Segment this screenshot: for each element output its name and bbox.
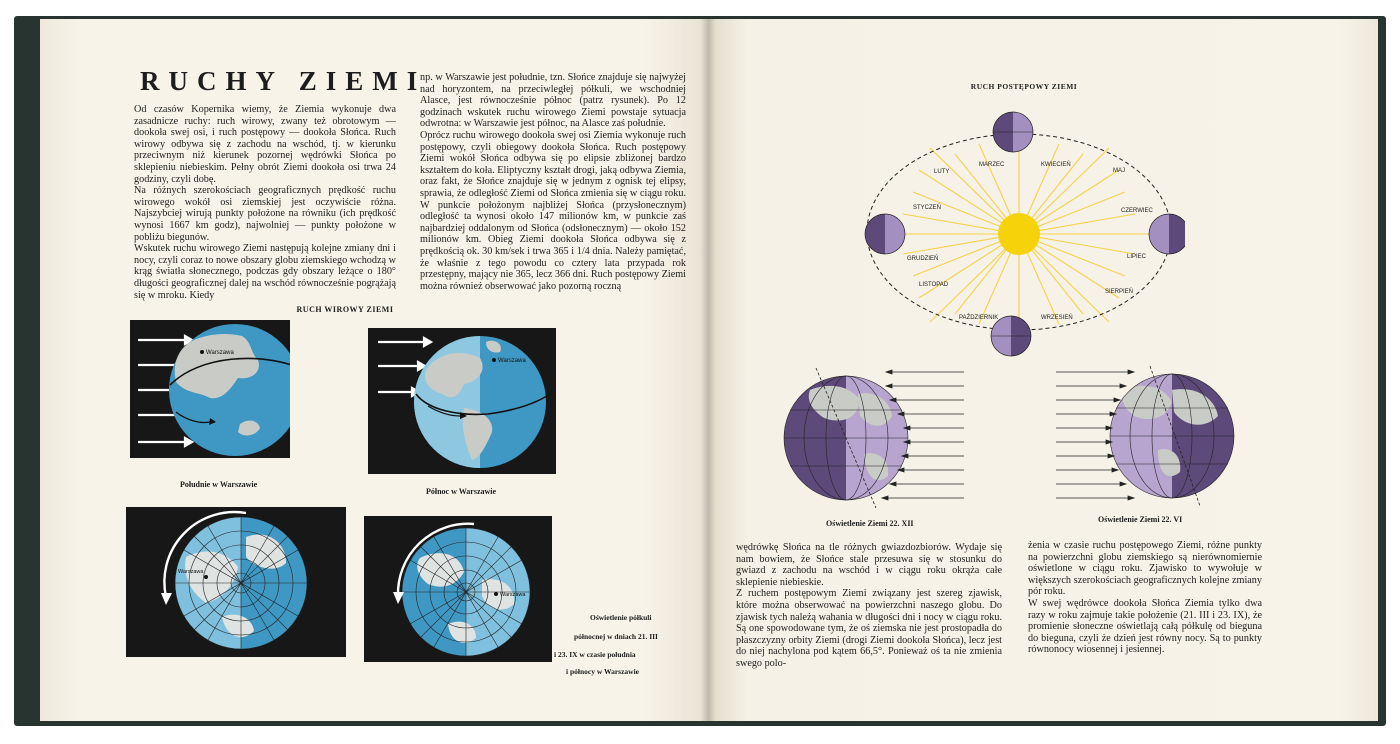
earth-position-left (865, 214, 905, 254)
illumination-caption-3: i 23. IX w czasie południa (554, 650, 636, 659)
midnight-globe-panel (368, 328, 556, 474)
month-wrzesien: WRZESIEŃ (1041, 315, 1073, 321)
left-text-column-1: Od czasów Kopernika wiemy, że Ziemia wykonuje dwa zasadnicze ruchy: ruch wirowy, zwany też obrotowym — dookoła swej osi, i ruch postępowy — dookoła Słońca. Ruch wirowy odbywa się z zachodu na wschód, tj. w kierunku przeciwnym niż kierunek pozornej wędrówki Słońca po sklepieniu niebieskim. Pełny obrót Ziemi dookoła osi trwa 24 godziny, czyli dobę. Na różnych szerokościach geograficznych prędkość ruchu wirowego wokół osi ziemskiej jest oczywiście różna. Najszybciej wirują punkty położone na równiku (ich prędkość wynosi 1667 km godz), najwolniej — punkty położone w pobliżu biegunów. Wskutek ruchu wirowego Ziemi następują kolejne zmiany dni i nocy, czyli coraz to nowe obszary globu ziemskiego wchodzą w krąg światła słonecznego, podczas gdy obszary leżące o 180° długości geograficznej dalej na wschód równocześnie pogrążają się w mroku. Kiedy (134, 104, 396, 301)
earth-position-bottom (991, 316, 1031, 356)
midnight-globe-illustration (368, 328, 556, 474)
caption-noon: Południe w Warszawie (180, 480, 258, 489)
polar-noon-panel (126, 507, 346, 657)
month-czerwiec: CZERWIEC (1121, 208, 1153, 214)
illumination-caption-4: i północy w Warszawie (566, 667, 639, 676)
month-marzec: MARZEC (979, 162, 1005, 168)
warsaw-label-2: Warszawa (498, 358, 526, 364)
warsaw-label-3: Warszawa (178, 569, 204, 575)
right-text-column-1: wędrówkę Słońca na tle różnych gwiazdozbiorów. Wydaje się nam bowiem, że Słońce stale przesuwa się w stosunku do gwiazd z zachodu na wschód i w ciągu roku okrąża całe sklepienie niebieskie. Z ruchem postępowym Ziemi związany jest szereg zjawisk, które można obserwować na powierzchni naszego globu. Do zjawisk tych należą wahania w długości dni i nocy w ciągu roku. Są one spowodowane tym, że oś ziemska nie jest prostopadła do płaszczyzny orbity Ziemi (drogi Ziemi dookoła Słońca), lecz jest do niej nachylona pod kątem 66,5°. Ponieważ oś ta nie zmienia swego polo- (736, 542, 1002, 669)
book-gutter (700, 19, 716, 721)
noon-globe-panel (130, 320, 290, 458)
month-grudzien: GRUDZIEŃ (907, 256, 939, 262)
polar-midnight-panel (364, 516, 552, 662)
solstice-jun-illustration (1054, 360, 1244, 512)
month-kwiecien: KWIECIEŃ (1041, 162, 1071, 168)
warsaw-label-4: Warszawa (500, 592, 526, 598)
earth-position-top (993, 112, 1033, 152)
left-text-column-2: np. w Warszawie jest południe, tzn. Słońce znajduje się najwyżej nad horyzontem, na przeciwległej półkuli, we wschodniej Alasce, jest równocześnie północ (patrz rysunek). Po 12 godzinach wskutek ruchu wirowego Ziemi powstaje sytuacja odwrotna: w Warszawie jest północ, na Alasce zaś południe. Oprócz ruchu wirowego dookoła swej osi Ziemia wykonuje ruch postępowy, czyli obiegowy dookoła Słońca. Ruch postępowy Ziemi wokół Słońca odbywa się po elipsie zbliżonej bardzo kształtem do koła. Eliptyczny kształt drogi, jaką odbywa Ziemia, oraz fakt, że Słońce znajduje się w jednym z ognisk tej elipsy, sprawia, że odległość Ziemi od Słońca zmienia się w ciągu roku. W punkcie położonym najbliżej Słońca (przysłonecznym) odległość ta wynosi około 147 milionów km, w punkcie zaś najbardziej oddalonym od Słońca (odsłonecznym) — około 152 milionów km. Obieg Ziemi dookoła Słońca odbywa się z prędkością ok. 30 km/sek i trwa 365 i 1/4 dnia. Należy pamiętać, że właśnie z tego powodu co cztery lata przypada rok przestępny, mający nie 365, lecz 366 dni. Ruch postępowy Ziemi można również obserwować jako pozorną roczną (420, 72, 686, 292)
caption-june: Oświetlenie Ziemi 22. VI (1098, 515, 1183, 524)
solstice-dec-illustration (780, 360, 970, 512)
orbit-diagram (855, 108, 1185, 360)
month-sierpien: SIERPIEŃ (1105, 289, 1134, 295)
earth-position-right (1149, 214, 1185, 254)
month-pazdziernik: PAŹDZIERNIK (959, 315, 999, 321)
orbit-figure-title: RUCH POSTĘPOWY ZIEMI (970, 82, 1078, 91)
month-lipiec: LIPIEC (1127, 254, 1147, 260)
warsaw-label: Warszawa (206, 350, 234, 356)
page-title: RUCHY ZIEMI (140, 66, 427, 96)
polar-midnight-illustration (364, 516, 552, 662)
month-maj: MAJ (1113, 168, 1125, 174)
illumination-caption-2: północnej w dniach 21. III (574, 632, 658, 641)
caption-december: Oświetlenie Ziemi 22. XII (826, 519, 914, 528)
polar-noon-illustration (126, 507, 346, 657)
month-luty: LUTY (934, 169, 950, 175)
noon-globe-illustration (130, 320, 290, 458)
month-styczen: STYCZEŃ (913, 205, 942, 211)
caption-midnight: Północ w Warszawie (426, 487, 497, 496)
illumination-caption-1: Oświetlenie półkuli (590, 613, 652, 622)
right-text-column-2: żenia w czasie ruchu postępowego Ziemi, różne punkty na powierzchni globu ziemskiego są nierównomiernie oświetlone w ciągu roku. Zjawisko to wywołuje w większych szerokościach geograficznych kolejne zmiany pór roku. W swej wędrówce dookoła Słońca Ziemia tylko dwa razy w roku zajmuje takie położenie (21. III i 23. IX), że promienie słoneczne oświetlają całą półkulę od bieguna do bieguna, czyli że dzień jest równy nocy. Są to punkty równonocy wiosennej i jesiennej. (1028, 540, 1262, 656)
month-listopad: LISTOPAD (919, 282, 949, 288)
rotation-figure-title: RUCH WIROWY ZIEMI (296, 305, 394, 314)
